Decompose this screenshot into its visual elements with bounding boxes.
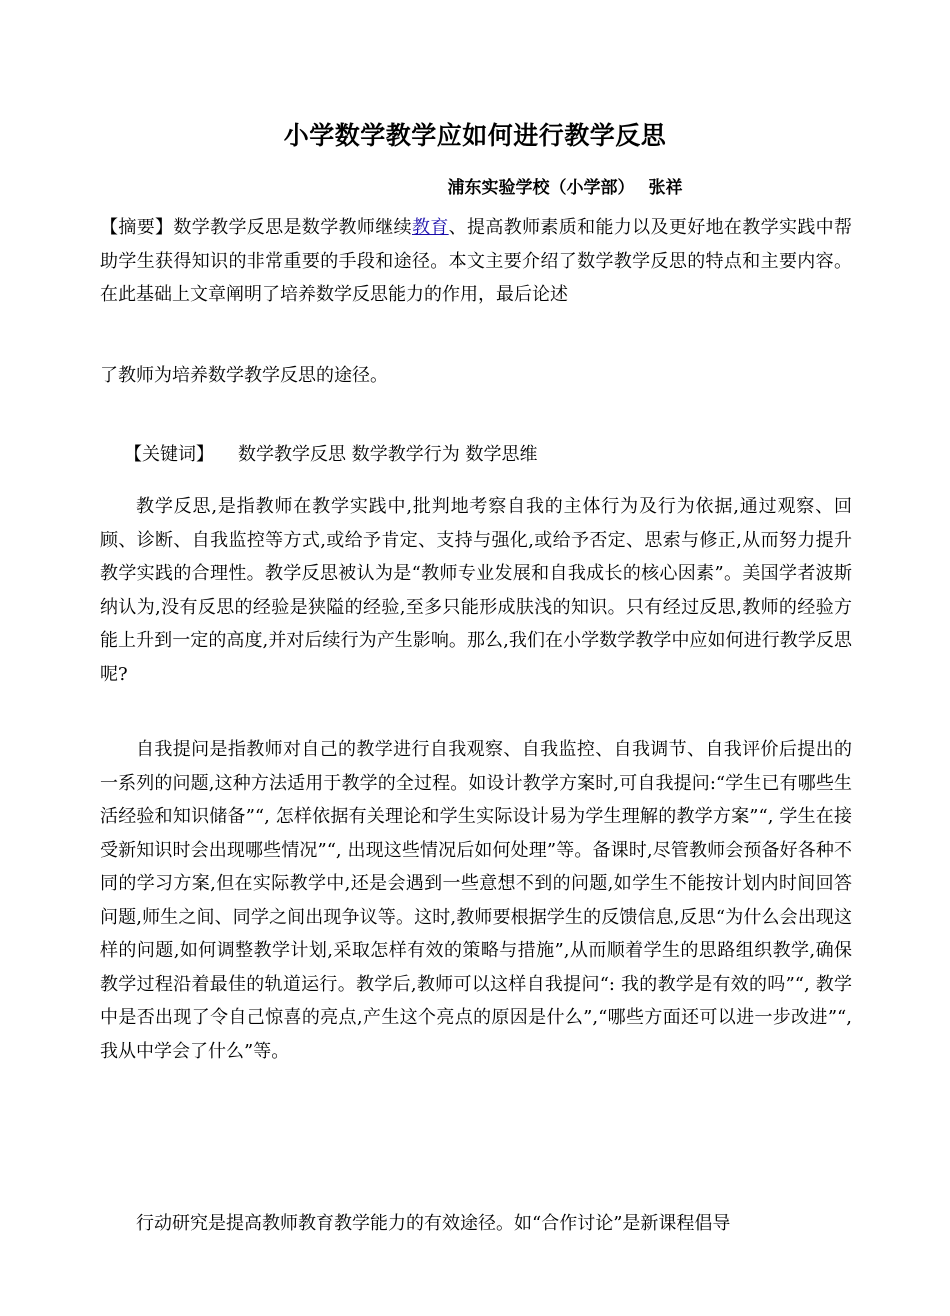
author-line [0, 175, 950, 201]
body-paragraph-1: 教学反思,是指教师在教学实践中,批判地考察自我的主体行为及行为依据,通过观察、回顾、诊断、自我监控等方式,或给予肯定、支持与强化,或给予否定、思索与修正,从而努力提升教学实践的合理性。教学反思被认为是“教师专业发展和自我成长的核心因素”。美国学者波斯纳认为,没有反思的经验是狭隘的经验,至多只能形成肤浅的知识。只有经过反思,教师的经验方能上升到一定的高度,并对后续行为产生影响。那么,我们在小学数学教学中应如何进行教学反思呢? [100, 496, 852, 685]
body-paragraph-2: 自我提问是指教师对自己的教学进行自我观察、自我监控、自我调节、自我评价后提出的一系列的问题,这种方法适用于教学的全过程。如设计教学方案时,可自我提问:“学生已有哪些生活经验和知识储备”“, 怎样依据有关理论和学生实际设计易为学生理解的教学方案”“, 学生在接受新知识时会出现哪些情况”“, 出现这些情况后如何处理”等。备课时,尽管教师会预备好各种不同的学习方案,但在实际教学中,还是会遇到一些意想不到的问题,如学生不能按计划内时间回答问题,师生之间、同学之间出现争议等。这时,教师要根据学生的反馈信息,反思“为什么会出现这样的问题,如何调整教学计划,采取怎样有效的策略与措施”,从而顺着学生的思路组织教学,确保教学过程沿着最佳的轨道运行。教学后,教师可以这样自我提问“: 我的教学是有效的吗”“, 教学中是否出现了令自己惊喜的亮点,产生这个亮点的原因是什么”,“哪些方面还可以进一步改进”“, 我从中学会了什么”等。 [100, 739, 852, 1062]
abstract-text-start: 数学教学反思是数学教师继续 [173, 217, 412, 238]
author-organization: 浦东实验学校（小学部） [447, 178, 635, 198]
education-link[interactable]: 教育 [411, 217, 449, 238]
abstract-label: 【摘要】 [100, 217, 174, 238]
abstract-text-rest: 、提高教师素质和能力以及更好地在教学实践中帮助学生获得知识的非常重要的手段和途径。本文主要介绍了数学教学反思的特点和主要内容。在此基础上文章阐明了培养数学反思能力的作用，最后论述 [100, 217, 853, 305]
abstract-tail: 了教师为培养数学教学反思的途径。 [100, 365, 388, 386]
body-paragraph-3: 行动研究是提高教师教育教学能力的有效途径。如“合作讨论”是新课程倡导 [136, 1213, 731, 1234]
keywords-line [124, 438, 537, 472]
abstract-paragraph [100, 211, 852, 312]
author-name: 张祥 [648, 178, 683, 198]
document-title: 小学数学教学应如何进行教学反思 [283, 121, 667, 150]
keywords-label: 【关键词】 [124, 444, 214, 465]
keywords-text: 数学教学反思 数学教学行为 数学思维 [238, 444, 538, 465]
